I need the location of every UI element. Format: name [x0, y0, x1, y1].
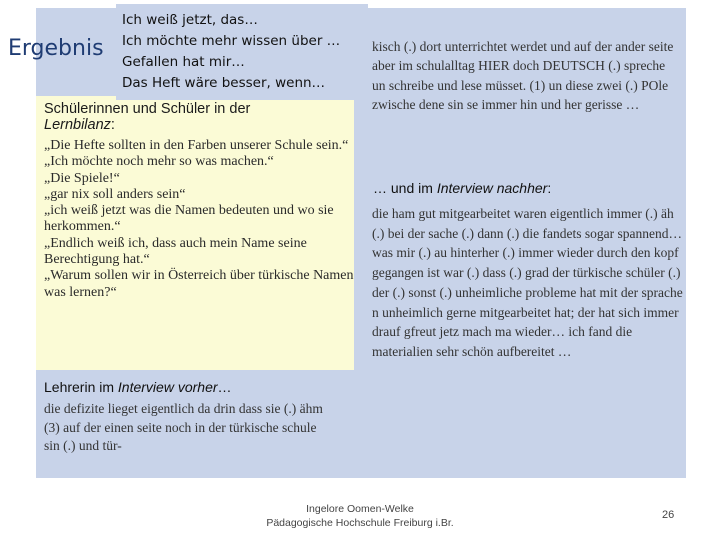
footer-author: Ingelore Oomen-Welke: [306, 503, 414, 515]
quote-item: „Die Hefte sollten in den Farben unserer Schule sein.“: [44, 138, 349, 153]
interview-after-title: [373, 180, 551, 196]
page-number: 26: [662, 509, 675, 521]
quote-item: „Endlich weiß ich, dass auch mein Name seine Berechtigung hat.“: [44, 235, 307, 268]
quote-item: „Die Spiele!“: [44, 170, 120, 186]
prompt-line: Ich möchte mehr wissen über …: [122, 33, 341, 49]
prompt-line: Das Heft wäre besser, wenn…: [122, 75, 326, 91]
quote-list: [44, 138, 354, 301]
quote-item: „Warum sollen wir in Österreich über türkische Namen was lernen?“: [44, 268, 354, 300]
prompt-box: [116, 4, 368, 100]
lernbilanz-title-italic: Lernbilanz: [44, 117, 111, 133]
prompt-line: Ich weiß jetzt, das…: [122, 12, 258, 28]
interview-before-title-italic: Interview vorher: [117, 379, 218, 395]
lernbilanz-title: [44, 101, 356, 133]
quote-item: „Ich möchte noch mehr so was machen.“: [44, 154, 274, 170]
interview-before-title-prefix: Lehrerin im: [44, 379, 115, 395]
interview-before-title: [44, 379, 232, 395]
quote-item: „ich weiß jetzt was die Namen bedeuten und wo sie herkommen.“: [44, 203, 334, 235]
footer-institution: Pädagogische Hochschule Freiburg i.Br.: [266, 517, 454, 529]
interview-before-title-suffix: …: [217, 379, 232, 395]
slide-heading: Ergebnis: [8, 36, 104, 61]
lernbilanz-title-prefix: Schülerinnen und Schüler in der: [44, 101, 251, 117]
slide-footer: [240, 502, 480, 530]
interview-after-text: die ham gut mitgearbeitet waren eigentlich immer (.) äh (.) bei der sache (.) dann (.) die fandets sogar spannend… was mir (.) au hinterher (.) immer wieder durch den kopf gegangen ist war (.) dass (.) grad der türkische schüler (.) der (.) sonst (.) unheimliche probleme hat mit der sprache n unheimlich gerne mitgearbeitet hat; der hat sich immer drauf gfreut jetz mach ma wieder… ich fand die materialien sehr schön aufbereitet …: [372, 206, 683, 359]
prompt-line: Gefallen hat mir…: [122, 54, 245, 70]
interview-after-title-prefix: … und im: [373, 180, 433, 196]
interview-after-title-italic: Interview nachher: [436, 180, 548, 196]
interview-before-text: die defizite lieget eigentlich da drin dass sie (.) ähm (3) auf der einen seite noch in der türkische schule sin (.) und tür-: [44, 401, 323, 453]
quote-item: „gar nix soll anders sein“: [44, 186, 186, 202]
lernbilanz-title-suffix: :: [110, 117, 115, 133]
interview-before-continuation: kisch (.) dort unterrichtet werdet und auf der ander seite aber im schulalltag HIER doch DEUTSCH (.) spreche un schreibe und lese müsset. (1) un diese zwei (.) POle zwische dene sin se immer hin und her gerisse …: [372, 39, 674, 113]
interview-after-title-suffix: :: [547, 180, 552, 196]
